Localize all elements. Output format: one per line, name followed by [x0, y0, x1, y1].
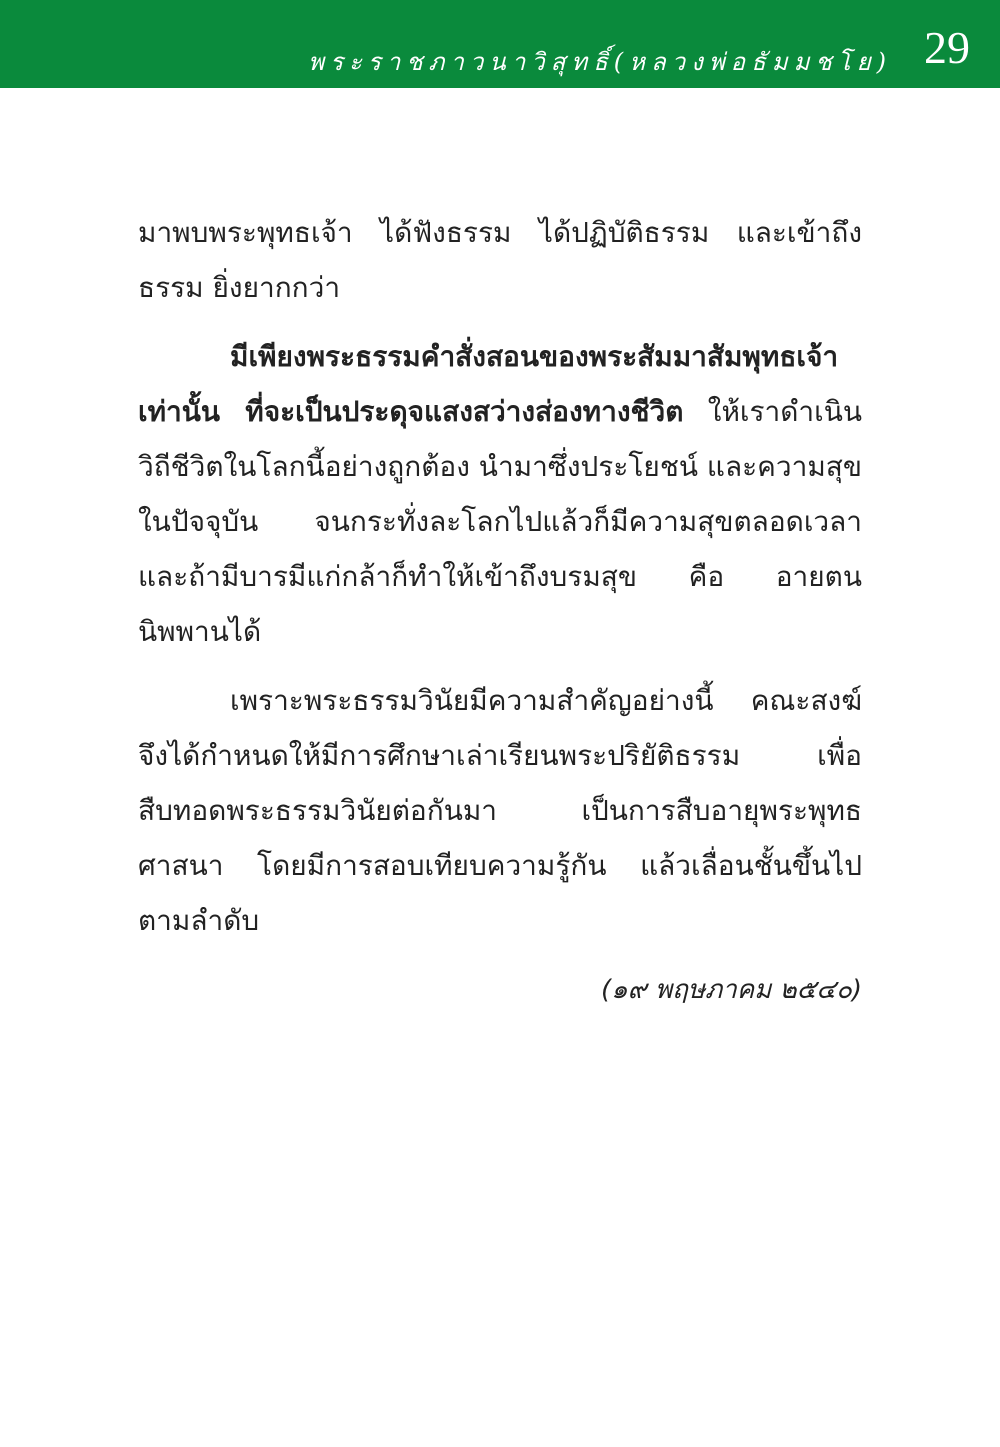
header-band [0, 0, 1000, 88]
paragraph-3: เพราะพระธรรมวินัยมีความสำคัญอย่างนี้ คณะสงฆ์ จึงได้กำหนดให้มีการศึกษาเล่าเรียนพระปริยัติธรรม เพื่อสืบทอดพระธรรมวินัยต่อกันมา เป็นการสืบอายุพระพุทธศาสนา โดยมีการสอบเทียบความรู้กัน แล้วเลื่อนชั้นขึ้นไปตามลำดับ [138, 684, 862, 937]
paragraph-2 [138, 329, 862, 659]
paragraph-2-text: ให้เราดำเนินวิถีชีวิตในโลกนี้อย่างถูกต้อง นำมาซึ่งประโยชน์ และความสุขในปัจจุบัน จนกระทั่งละโลกไปแล้วก็มีความสุขตลอดเวลา และถ้ามีบารมีแก่กล้าก็ทำให้เข้าถึงบรมสุข คือ อายตนนิพพานได้ [138, 395, 862, 648]
page-number: 29 [924, 22, 970, 73]
paragraph-1: มาพบพระพุทธเจ้า ได้ฟังธรรม ได้ปฏิบัติธรรม และเข้าถึงธรรม ยิ่งยากกว่า [138, 216, 862, 304]
paragraph-2-bold-text: มีเพียงพระธรรมคำสั่งสอนของพระสัมมาสัมพุทธเจ้า เท่านั้น ที่จะเป็นประดุจแสงสว่างส่องทางชีวิต [138, 340, 839, 428]
date-note: (๑๙ พฤษภาคม ๒๕๔๐) [600, 975, 862, 1005]
running-title: พระราชภาวนาวิสุทธิ์(หลวงพ่อธัมมชโย) [308, 48, 892, 76]
body-text [138, 205, 862, 1010]
